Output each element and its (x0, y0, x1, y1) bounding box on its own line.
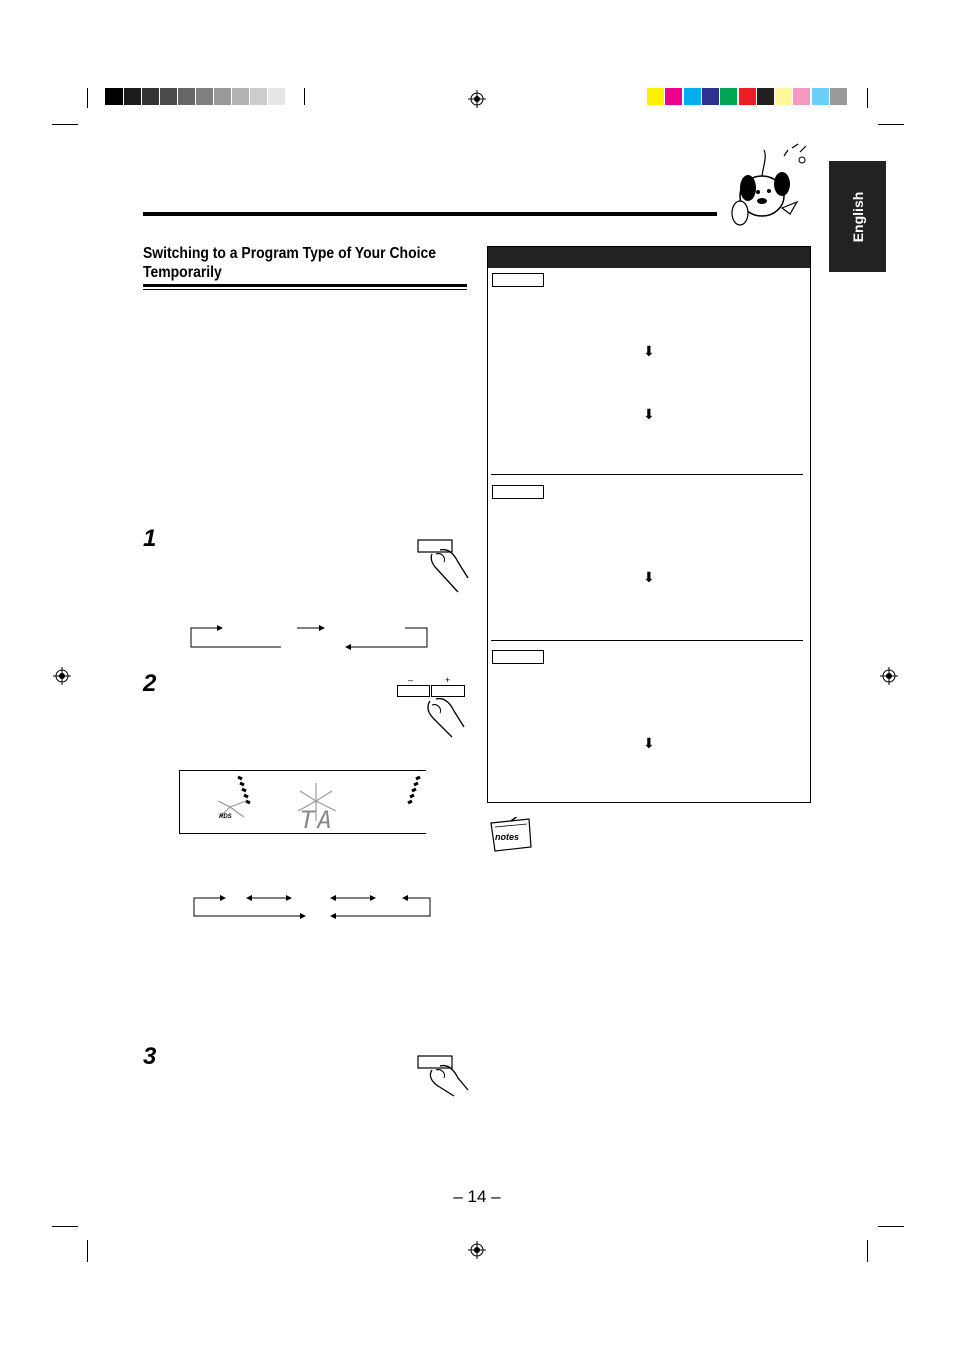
grayscale-swatch (232, 88, 250, 105)
crop-mark (878, 1226, 904, 1227)
info-box-separator (491, 640, 803, 641)
dog-mascot-icon (722, 138, 822, 230)
down-arrow-icon: ⬇ (643, 735, 655, 751)
grayscale-swatch (160, 88, 178, 105)
color-swatch (775, 88, 793, 105)
crop-mark (52, 1226, 78, 1227)
grayscale-swatch (106, 88, 124, 105)
registration-mark-icon (880, 667, 898, 685)
step-number: 2 (143, 670, 157, 697)
color-swatch (647, 88, 665, 105)
registration-mark-icon (53, 667, 71, 685)
color-swatch (830, 88, 848, 105)
press-button-hand-icon (414, 1054, 470, 1098)
info-box-header (488, 247, 810, 268)
info-box-tag (492, 650, 544, 664)
cycle-diagram-2 (190, 890, 436, 922)
grayscale-swatch (142, 88, 160, 105)
grayscale-swatch (286, 88, 304, 105)
color-swatch (720, 88, 738, 105)
side-tab-label: English (849, 191, 866, 242)
rds-indicator: RDS (219, 814, 232, 820)
header-rule (143, 212, 717, 216)
color-swatch (757, 88, 775, 105)
press-button-hand-icon (406, 538, 470, 594)
language-side-tab (829, 161, 886, 272)
step-number: 1 (143, 525, 157, 552)
grayscale-swatch (268, 88, 286, 105)
ta-segment-text: TA (300, 806, 335, 834)
grayscale-swatch (124, 88, 142, 105)
color-swatch (665, 88, 683, 105)
plus-label: + (445, 675, 451, 685)
registration-mark-icon (468, 90, 486, 108)
hand-pointer-icon (422, 697, 466, 739)
info-box-separator (491, 474, 803, 475)
grayscale-swatch (196, 88, 214, 105)
color-swatch (793, 88, 811, 105)
cycle-diagram-1 (185, 620, 435, 656)
color-swatch (684, 88, 702, 105)
grayscale-swatch (250, 88, 268, 105)
info-box-tag (492, 485, 544, 499)
title-rule (143, 284, 467, 287)
down-arrow-icon: ⬇ (643, 343, 655, 359)
info-box (487, 246, 811, 803)
minus-button[interactable] (397, 685, 430, 697)
crop-mark (878, 124, 904, 125)
crop-mark (87, 1240, 88, 1262)
crop-mark (867, 88, 868, 108)
crop-mark (87, 88, 88, 108)
color-swatch (702, 88, 720, 105)
title-rule-thin (143, 289, 467, 290)
notes-icon-label: notes (495, 832, 520, 842)
info-box-tag (492, 273, 544, 287)
crop-mark (52, 124, 78, 125)
grayscale-swatch (214, 88, 232, 105)
page-number: – 14 – (453, 1187, 501, 1206)
color-swatch (739, 88, 757, 105)
down-arrow-icon: ⬇ (643, 569, 655, 585)
down-arrow-icon: ⬇ (643, 406, 655, 422)
section-title: Switching to a Program Type of Your Choice Temporarily (143, 245, 436, 281)
grayscale-swatch (178, 88, 196, 105)
crop-mark (867, 1240, 868, 1262)
registration-mark-icon (468, 1241, 486, 1259)
plus-button[interactable] (431, 685, 465, 697)
step-number: 3 (143, 1043, 157, 1070)
color-swatch (812, 88, 830, 105)
minus-label: – (408, 675, 414, 685)
